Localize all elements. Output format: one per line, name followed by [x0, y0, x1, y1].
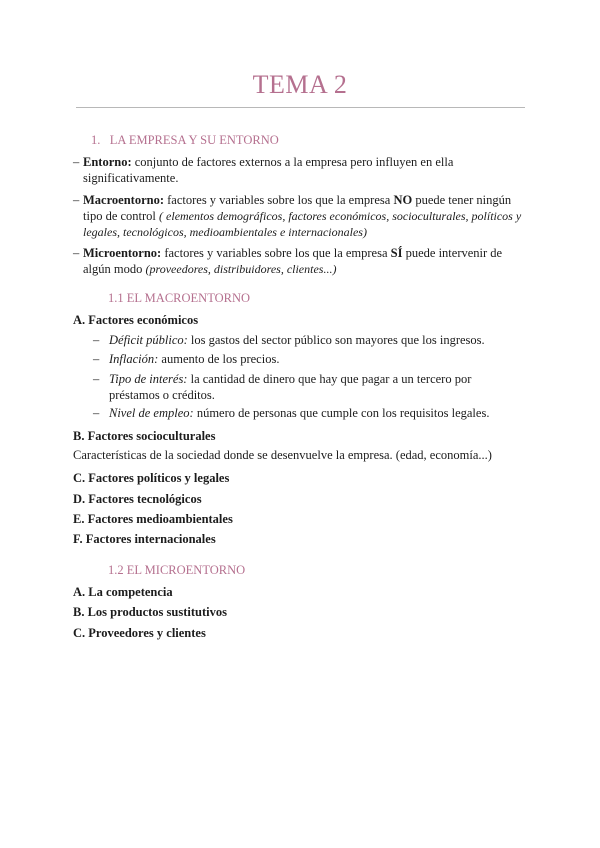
list-item-inflacion: – Inflación: aumento de los precios. [93, 352, 280, 366]
title-divider [76, 107, 525, 108]
section-1-title: LA EMPRESA Y SU ENTORNO [109, 133, 279, 147]
term-tipo-interes: Tipo de interés: [109, 372, 188, 386]
section-1-number: 1. [91, 133, 101, 147]
term-entorno: Entorno: [83, 155, 132, 169]
factores-economicos-heading: A. Factores económicos [73, 313, 199, 327]
microentorno-item: A. La competencia [73, 585, 173, 599]
socioculturales-text: Características de la sociedad donde se desenvuelve la empresa. (edad, economía...) [73, 448, 492, 462]
page-title: TEMA 2 [252, 70, 348, 99]
definition-macroentorno: – Macroentorno: factores y variables sobre los que la empresa NO puede tener ningún tipo de control ( elementos demográficos, factores económicos, socioculturales, políticos y legales, tecnológicos, medioambientales e internacionales) [73, 193, 522, 239]
list-item-deficit: – Déficit público: los gastos del sector público son mayores que los ingresos. [93, 333, 485, 347]
emph-si: SÍ [390, 246, 403, 260]
definition-microentorno: – Microentorno: factores y variables sobre los que la empresa SÍ puede intervenir de algún modo (proveedores, distribuidores, clientes...) [73, 246, 503, 276]
text-entorno: conjunto de factores externos a la empresa pero influyen en ella significativamente. [83, 155, 454, 185]
term-macroentorno: Macroentorno: [83, 193, 164, 207]
term-deficit: Déficit público: [109, 333, 188, 347]
text-macroentorno-a: factores y variables sobre los que la empresa [164, 193, 394, 207]
examples-macroentorno: ( elementos demográficos, factores económicos, socioculturales, políticos y legales, tecnológicos, medioambientales e internacionales) [83, 209, 522, 239]
term-inflacion: Inflación: [109, 352, 159, 366]
factores-internacionales-heading: F. Factores internacionales [73, 532, 216, 546]
definition-entorno: – Entorno: conjunto de factores externos a la empresa pero influyen en ella significativamente. [73, 155, 454, 185]
text-tipo-interes: la cantidad de dinero que hay que pagar a un tercero por préstamos o créditos. [109, 372, 472, 402]
microentorno-item: B. Los productos sustitutivos [73, 605, 227, 619]
text-microentorno-a: factores y variables sobre los que la empresa [161, 246, 391, 260]
list-item-nivel-empleo: – Nivel de empleo: número de personas que cumple con los requisitos legales. [93, 406, 490, 420]
section-1-heading [91, 133, 279, 148]
examples-microentorno: (proveedores, distribuidores, clientes...) [145, 262, 337, 276]
factores-socioculturales-heading: B. Factores socioculturales [73, 429, 216, 443]
text-nivel-empleo: número de personas que cumple con los requisitos legales. [193, 406, 490, 420]
factores-politicos-heading: C. Factores políticos y legales [73, 471, 230, 485]
text-inflacion: aumento de los precios. [158, 352, 280, 366]
factores-tecnologicos-heading: D. Factores tecnológicos [73, 492, 202, 506]
text-deficit: los gastos del sector público son mayores que los ingresos. [187, 333, 485, 347]
emph-no: NO [393, 193, 413, 207]
microentorno-item: C. Proveedores y clientes [73, 626, 206, 640]
factores-medioambientales-heading: E. Factores medioambientales [73, 512, 233, 526]
text-microentorno-b: puede intervenir de algún modo [83, 246, 503, 276]
term-nivel-empleo: Nivel de empleo: [109, 406, 194, 420]
term-microentorno: Microentorno: [83, 246, 162, 260]
list-item-tipo-interes: – Tipo de interés: la cantidad de dinero que hay que pagar a un tercero por préstamos o créditos. [93, 372, 472, 402]
section-1-2-heading: 1.2 EL MICROENTORNO [108, 563, 246, 577]
section-1-1-heading: 1.1 EL MACROENTORNO [108, 291, 251, 305]
text-macroentorno-b: puede tener ningún tipo de control [83, 193, 512, 223]
